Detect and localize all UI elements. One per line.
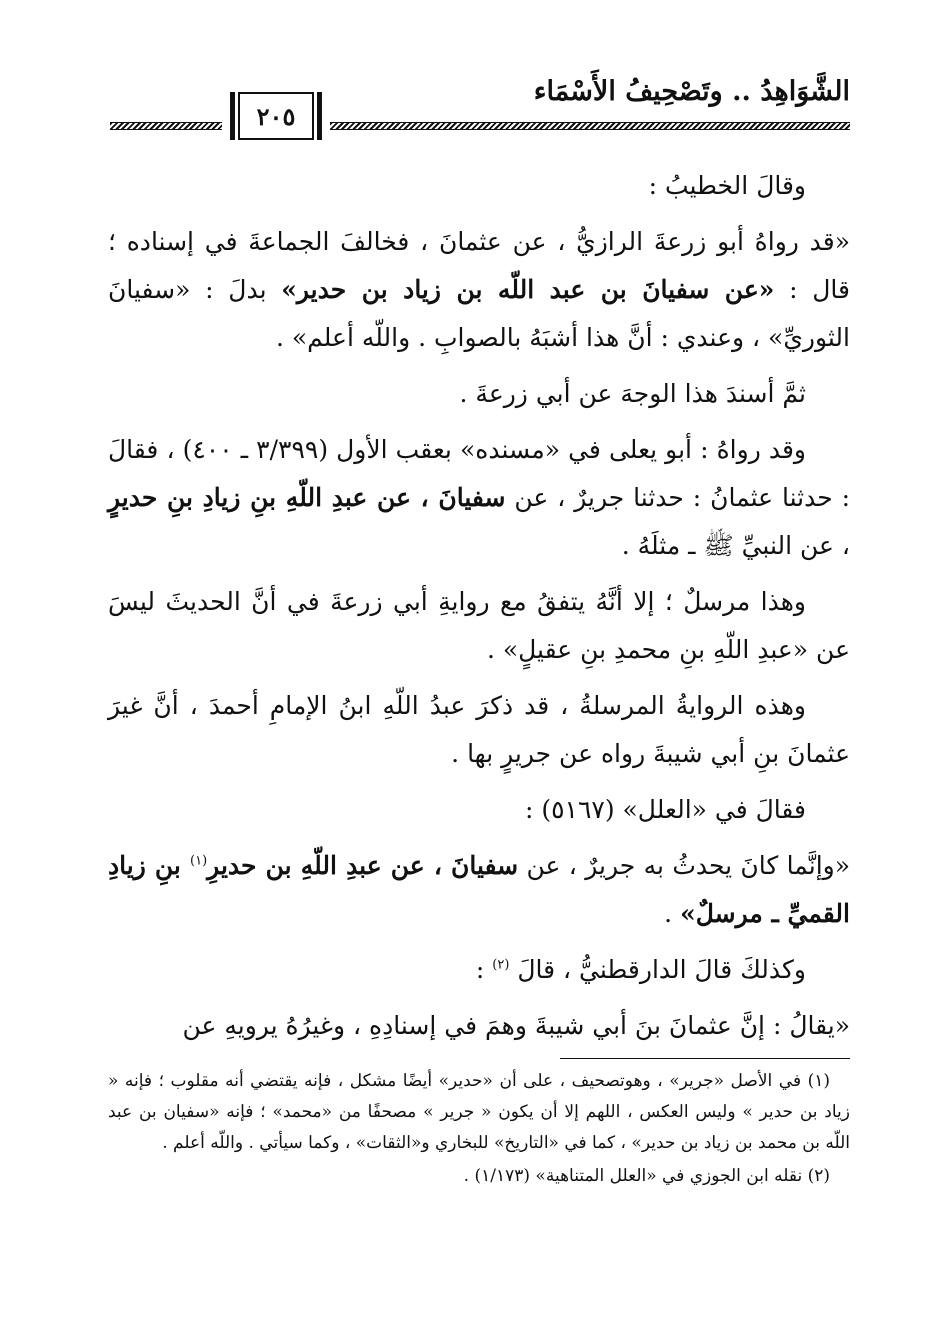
paragraph-4-text-a: وقد رواهُ : أبو يعلى في «مسنده» بعقب الأول (٣/٣٩٩ ـ ٤٠٠) ، فقالَ : حدثنا عثمانُ : حدثنا جريرٌ ، عن bbox=[108, 435, 850, 512]
paragraph-4 bbox=[108, 426, 850, 570]
paragraph-6-text: وهذه الروايةُ المرسلةُ ، قد ذكرَ عبدُ اللّهِ ابنُ الإمامِ أحمدَ ، أنَّ غيرَ عثمانَ بنِ أبي شيبةَ رواه عن جريرٍ بها . bbox=[108, 691, 850, 768]
paragraph-10 bbox=[108, 1002, 850, 1050]
paragraph-2-text-c: بدلَ : «سفيانَ الثوريِّ» ، وعندي : أنَّ هذا أشبَهُ بالصوابِ . واللّه أعلم» . bbox=[108, 275, 850, 352]
paragraph-8-text-d: . bbox=[664, 899, 681, 928]
footnotes bbox=[108, 1066, 850, 1194]
paragraph-4-bold: سفيانَ ، عن عبدِ اللّهِ بنِ زيادِ بنِ حديرٍ bbox=[108, 483, 506, 512]
footnote-ref-1[interactable]: (١) bbox=[190, 853, 208, 869]
page-header bbox=[110, 70, 850, 150]
paragraph-2 bbox=[108, 218, 850, 362]
paragraph-3 bbox=[108, 370, 850, 418]
header-rule-right bbox=[330, 122, 850, 130]
paragraph-8 bbox=[108, 842, 850, 938]
paragraph-1 bbox=[108, 162, 850, 210]
paragraph-7-text: فقالَ في «العلل» (٥١٦٧) : bbox=[524, 795, 806, 824]
footnote-1: (١) في الأصل «جرير» ، وهوتصحيف ، على أن «حدير» أيضًا مشكل ، فإنه يقتضي أنه مقلوب ؛ فإنه « زياد بن حدير » وليس العكس ، اللهم إلا أن يكون « جرير » مصحفًا من «محمد» ؛ فإنه «سفيان بن عبد اللّه بن محمد بن زياد بن حدير» ، كما في «التاريخ» للبخاري و«الثقات» ، وكما سيأتي . واللّه أعلم . bbox=[108, 1071, 850, 1153]
paragraph-8-bold-c: بنِ زيادِ القميِّ ـ مرسلٌ» bbox=[108, 851, 850, 928]
paragraph-9-text-a: وكذلكَ قالَ الدارقطنيُّ ، قالَ bbox=[509, 955, 806, 984]
paragraph-1-text: وقالَ الخطيبُ : bbox=[648, 171, 806, 200]
paragraph-2-text-a: «قد رواهُ أبو زرعةَ الرازيُّ ، عن عثمانَ ، فخالفَ الجماعةَ في إسناده ؛ قال : bbox=[108, 227, 850, 304]
paragraph-8-bold-a: سفيانَ ، عن عبدِ اللّهِ بن حديرِ bbox=[207, 851, 519, 880]
paragraph-6 bbox=[108, 682, 850, 778]
paragraph-9-text-b: : bbox=[475, 955, 493, 984]
footnote-separator bbox=[560, 1058, 850, 1059]
header-rule-left bbox=[110, 122, 222, 130]
footnote-ref-2[interactable]: (٢) bbox=[492, 957, 510, 973]
paragraph-10-text: «يقالُ : إنَّ عثمانَ بنَ أبي شيبةَ وهمَ في إسنادِهِ ، وغيرُهُ يرويهِ عن bbox=[182, 1011, 850, 1040]
paragraph-7 bbox=[108, 786, 850, 834]
paragraph-4-text-c: ، عن النبيِّ ﷺ ـ مثلَهُ . bbox=[621, 531, 850, 560]
main-text bbox=[108, 162, 850, 1058]
footnote-2: (٢) نقله ابن الجوزي في «العلل المتناهية» (١/١٧٣) . bbox=[463, 1166, 830, 1186]
paragraph-2-bold: «عن سفيانَ بن عبد اللّه بن زياد بن حدير» bbox=[281, 275, 775, 304]
page-number-box bbox=[238, 92, 314, 140]
page-number: ٢٠٥ bbox=[256, 101, 296, 131]
paragraph-3-text: ثمَّ أسندَ هذا الوجهَ عن أبي زرعةَ . bbox=[459, 379, 806, 408]
paragraph-5-text: وهذا مرسلٌ ؛ إلا أنَّهُ يتفقُ مع روايةِ أبي زرعةَ في أنَّ الحديثَ ليسَ عن «عبدِ اللّهِ بنِ محمدِ بنِ عقيلٍ» . bbox=[108, 587, 850, 664]
paragraph-9 bbox=[108, 946, 850, 994]
running-title: الشَّوَاهِدُ .. وتَصْحِيفُ الأَسْمَاء bbox=[533, 76, 850, 107]
paragraph-5 bbox=[108, 578, 850, 674]
paragraph-8-text-a: «وإنَّما كانَ يحدثُ به جريرٌ ، عن bbox=[518, 851, 851, 880]
